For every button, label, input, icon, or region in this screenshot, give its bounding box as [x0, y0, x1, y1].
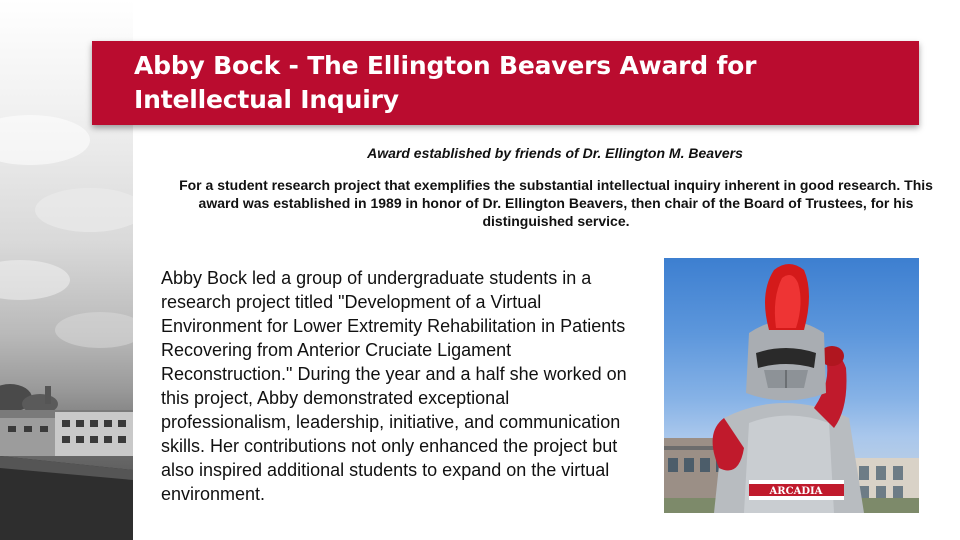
- award-established-note: Award established by friends of Dr. Ellington M. Beavers: [367, 145, 743, 161]
- recipient-summary: Abby Bock led a group of undergraduate students in a research project titled "Development of a Virtual Environment for Lower Extremity Rehabilitation in Patients Recovering from Anterior Cruciate Ligament Reconstruction." During the year and a half she worked on this project, Abby demonstrated exceptional professionalism, leadership, initiative, and communication skills. Her contributions not only enhanced the project but also inspired additional students to expand on the virtual environment.: [161, 268, 627, 504]
- award-description: For a student research project that exemplifies the substantial intellectual inquiry inherent in good research. This award was established in 1989 in honor of Dr. Ellington Beavers, then chair of the Board of Trustees, for his distinguished service.: [179, 177, 933, 229]
- sash-text: ARCADIA: [769, 486, 823, 497]
- mascot-photo: [664, 258, 919, 513]
- page-title: Abby Bock - The Ellington Beavers Award for Intellectual Inquiry: [134, 51, 757, 114]
- title-banner: [92, 41, 919, 125]
